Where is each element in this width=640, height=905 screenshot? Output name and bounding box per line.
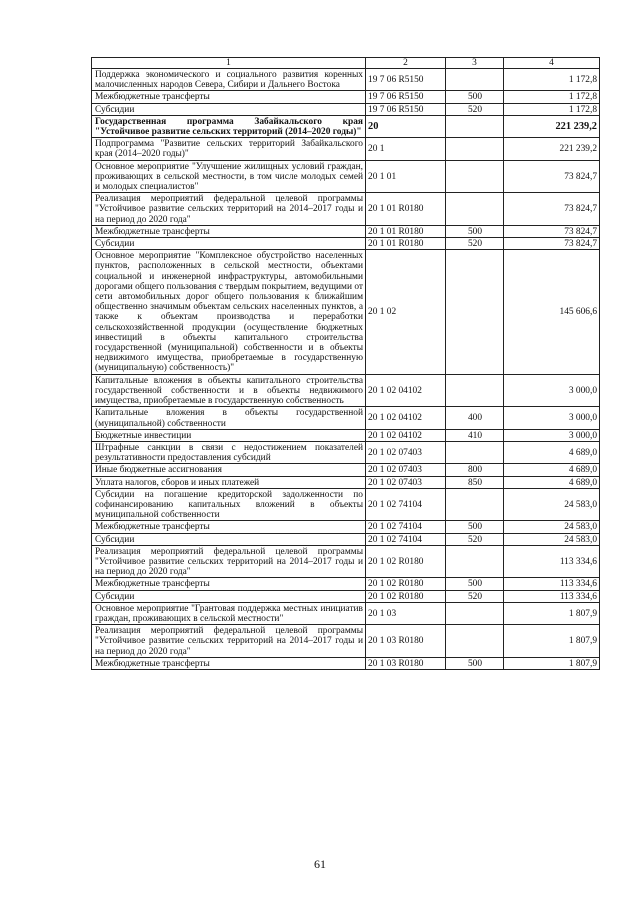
header-col-1: 1	[92, 58, 366, 69]
cell-name: Реализация мероприятий федеральной целевой программы "Устойчивое развитие сельских территорий на 2014–2017 годы и на период до 2020 года"	[92, 545, 366, 578]
cell-vr	[446, 602, 504, 624]
cell-code: 20 1 02 04102	[366, 407, 446, 429]
budget-table	[91, 57, 600, 670]
cell-vr: 500	[446, 657, 504, 669]
cell-code: 20	[366, 115, 446, 137]
table-body	[92, 69, 600, 670]
cell-code: 20 1 02 R0180	[366, 545, 446, 578]
cell-code: 20 1 02 74104	[366, 533, 446, 545]
cell-code: 20 1 02 74104	[366, 521, 446, 533]
cell-sum: 145 606,6	[504, 250, 600, 374]
table-row	[92, 590, 600, 602]
cell-code: 20 1 02 07403	[366, 464, 446, 476]
cell-code: 20 1 03 R0180	[366, 625, 446, 658]
table-row	[92, 578, 600, 590]
cell-name: Субсидии	[92, 238, 366, 250]
cell-vr	[446, 545, 504, 578]
cell-code: 20 1 02 07403	[366, 441, 446, 463]
cell-name: Штрафные санкции в связи с недостижением показателей результативности предоставления субсидий	[92, 441, 366, 463]
cell-code: 19 7 06 R5150	[366, 103, 446, 115]
cell-vr: 500	[446, 225, 504, 237]
cell-name: Поддержка экономического и социального развития коренных малочисленных народов Севера, Сибири и Дальнего Востока	[92, 69, 366, 91]
cell-sum: 73 824,7	[504, 160, 600, 193]
table-row	[92, 115, 600, 137]
cell-name: Реализация мероприятий федеральной целевой программы "Устойчивое развитие сельских территорий на 2014–2017 годы и на период до 2020 года"	[92, 625, 366, 658]
header-col-3: 3	[446, 58, 504, 69]
cell-code: 20 1 03	[366, 602, 446, 624]
table-row	[92, 374, 600, 407]
cell-code: 20 1 01 R0180	[366, 193, 446, 226]
table-row	[92, 441, 600, 463]
cell-vr: 500	[446, 91, 504, 103]
table-row	[92, 476, 600, 488]
cell-name: Субсидии	[92, 103, 366, 115]
header-col-2: 2	[366, 58, 446, 69]
table-row	[92, 625, 600, 658]
table-row	[92, 103, 600, 115]
cell-code: 20 1 01 R0180	[366, 225, 446, 237]
cell-sum: 113 334,6	[504, 590, 600, 602]
cell-sum: 1 172,8	[504, 91, 600, 103]
cell-sum: 221 239,2	[504, 115, 600, 137]
cell-code: 20 1	[366, 138, 446, 160]
cell-name: Межбюджетные трансферты	[92, 225, 366, 237]
cell-sum: 3 000,0	[504, 374, 600, 407]
cell-name: Реализация мероприятий федеральной целевой программы "Устойчивое развитие сельских территорий на 2014–2017 годы и на период до 2020 года"	[92, 193, 366, 226]
cell-vr: 520	[446, 590, 504, 602]
table-row	[92, 160, 600, 193]
cell-vr	[446, 441, 504, 463]
table-row	[92, 69, 600, 91]
cell-vr	[446, 193, 504, 226]
cell-name: Основное мероприятие "Комплексное обустройство населенных пунктов, расположенных в сельской местности, объектами социальной и инженерной инфраструктуры, автомобильными дорогами общего пользования с твердым покрытием, ведущими от сети автомобильных дорог общего пользования к ближайшим общественно значимым объектам сельских населенных пунктов, а также к объектам производства и переработки сельскохозяйственной продукции (осуществление бюджетных инвестиций в объекты капитального строительства государственной (муниципальной) собственности и в объекты недвижимого имущества, приобретаемые в государственную (муниципальную) собственность)"	[92, 250, 366, 374]
cell-sum: 73 824,7	[504, 238, 600, 250]
table-row	[92, 138, 600, 160]
cell-sum: 24 583,0	[504, 533, 600, 545]
cell-sum: 1 807,9	[504, 625, 600, 658]
table-row	[92, 91, 600, 103]
cell-name: Уплата налогов, сборов и иных платежей	[92, 476, 366, 488]
table-row	[92, 407, 600, 429]
cell-code: 20 1 02 74104	[366, 488, 446, 521]
cell-code: 19 7 06 R5150	[366, 69, 446, 91]
cell-vr	[446, 69, 504, 91]
cell-sum: 113 334,6	[504, 545, 600, 578]
cell-name: Субсидии	[92, 590, 366, 602]
cell-name: Основное мероприятие "Грантовая поддержка местных инициатив граждан, проживающих в сельской местности"	[92, 602, 366, 624]
cell-vr: 520	[446, 533, 504, 545]
cell-sum: 4 689,0	[504, 476, 600, 488]
table-row	[92, 193, 600, 226]
cell-name: Подпрограмма "Развитие сельских территорий Забайкальского края (2014–2020 годы)"	[92, 138, 366, 160]
cell-sum: 4 689,0	[504, 464, 600, 476]
table-row	[92, 250, 600, 374]
cell-sum: 1 172,8	[504, 103, 600, 115]
cell-code: 20 1 01	[366, 160, 446, 193]
cell-name: Субсидии	[92, 533, 366, 545]
cell-name: Основное мероприятие "Улучшение жилищных условий граждан, проживающих в сельской местности, в том числе молодых семей и молодых специалистов"	[92, 160, 366, 193]
page-number: 61	[314, 857, 326, 871]
cell-vr	[446, 625, 504, 658]
cell-code: 20 1 02 07403	[366, 476, 446, 488]
cell-sum: 24 583,0	[504, 521, 600, 533]
header-row	[92, 58, 600, 69]
cell-name: Капитальные вложения в объекты капитального строительства государственной собственности и в объекты недвижимого имущества, приобретаемые в государственную собственность	[92, 374, 366, 407]
cell-code: 20 1 02 R0180	[366, 578, 446, 590]
cell-sum: 113 334,6	[504, 578, 600, 590]
table-row	[92, 521, 600, 533]
cell-name: Межбюджетные трансферты	[92, 521, 366, 533]
cell-vr: 400	[446, 407, 504, 429]
table-row	[92, 488, 600, 521]
table-row	[92, 545, 600, 578]
cell-sum: 1 172,8	[504, 69, 600, 91]
cell-vr	[446, 250, 504, 374]
cell-code: 20 1 02 R0180	[366, 590, 446, 602]
cell-vr: 410	[446, 429, 504, 441]
cell-sum: 3 000,0	[504, 407, 600, 429]
cell-code: 19 7 06 R5150	[366, 91, 446, 103]
cell-vr: 500	[446, 521, 504, 533]
cell-name: Межбюджетные трансферты	[92, 578, 366, 590]
cell-name: Межбюджетные трансферты	[92, 91, 366, 103]
table-row	[92, 225, 600, 237]
cell-vr	[446, 138, 504, 160]
cell-code: 20 1 02	[366, 250, 446, 374]
cell-name: Государственная программа Забайкальского края "Устойчивое развитие сельских территорий (2014–2020 годы)"	[92, 115, 366, 137]
cell-name: Бюджетные инвестиции	[92, 429, 366, 441]
cell-code: 20 1 02 04102	[366, 374, 446, 407]
header-col-4: 4	[504, 58, 600, 69]
cell-sum: 73 824,7	[504, 193, 600, 226]
cell-name: Капитальные вложения в объекты государственной (муниципальной) собственности	[92, 407, 366, 429]
cell-vr	[446, 374, 504, 407]
cell-code: 20 1 02 04102	[366, 429, 446, 441]
cell-vr: 850	[446, 476, 504, 488]
cell-sum: 3 000,0	[504, 429, 600, 441]
cell-sum: 4 689,0	[504, 441, 600, 463]
cell-vr: 500	[446, 578, 504, 590]
cell-sum: 1 807,9	[504, 602, 600, 624]
cell-code: 20 1 03 R0180	[366, 657, 446, 669]
table-row	[92, 533, 600, 545]
cell-vr	[446, 160, 504, 193]
cell-vr: 800	[446, 464, 504, 476]
table-row	[92, 464, 600, 476]
cell-vr	[446, 115, 504, 137]
table-row	[92, 657, 600, 669]
cell-name: Субсидии на погашение кредиторской задолженности по софинансированию капитальных вложений в объекты муниципальной собственности	[92, 488, 366, 521]
cell-name: Иные бюджетные ассигнования	[92, 464, 366, 476]
cell-code: 20 1 01 R0180	[366, 238, 446, 250]
cell-sum: 1 807,9	[504, 657, 600, 669]
cell-name: Межбюджетные трансферты	[92, 657, 366, 669]
cell-vr: 520	[446, 103, 504, 115]
table-row	[92, 238, 600, 250]
cell-sum: 221 239,2	[504, 138, 600, 160]
cell-vr: 520	[446, 238, 504, 250]
table-row	[92, 602, 600, 624]
cell-sum: 24 583,0	[504, 488, 600, 521]
table-row	[92, 429, 600, 441]
cell-sum: 73 824,7	[504, 225, 600, 237]
cell-vr	[446, 488, 504, 521]
